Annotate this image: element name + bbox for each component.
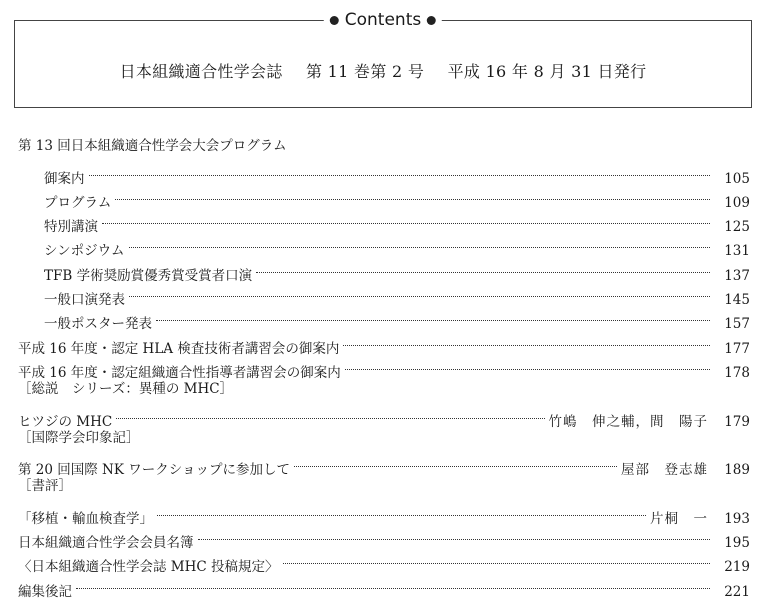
toc-entry-page: 105: [724, 170, 750, 187]
toc-entry-title: ヒツジの MHC: [18, 413, 113, 430]
toc-entry[interactable]: [18, 158, 750, 187]
toc-entry-title: 特別講演: [44, 219, 98, 236]
dot-leader: [156, 304, 710, 328]
toc-entry-author: 屋部 登志雄: [621, 462, 708, 479]
toc-entry-title: ［総説 シリーズ：異種の MHC］: [18, 380, 234, 397]
volume-issue: 第 11 巻第 2 号: [306, 62, 425, 81]
toc-entry-page: 177: [724, 340, 750, 357]
toc-entry[interactable]: [18, 498, 750, 527]
toc-entry-title: TFB 学術奨励賞優秀賞受賞者口演: [44, 267, 253, 284]
toc-entry-title: 一般口演発表: [44, 292, 125, 309]
dot-leader: [283, 547, 710, 571]
dot-leader: [343, 328, 710, 352]
toc-entry-title: 第 13 回日本組織適合性学会大会プログラム: [18, 138, 287, 154]
toc-entry-title: ［国際学会印象記］: [18, 429, 140, 446]
toc-entry-title: 第 20 回国際 NK ワークショップに参加して: [18, 462, 290, 479]
toc-entry-title: 御案内: [44, 170, 85, 187]
toc-entry-page: 178: [724, 364, 750, 381]
toc-entry-page: 193: [724, 510, 750, 527]
toc-entry-title: プログラム: [44, 194, 112, 211]
dot-leader: [198, 523, 711, 547]
toc-entry-author: 竹嶋 伸之輔，間 陽子: [548, 413, 708, 430]
toc-entry-title: 平成 16 年度・認定 HLA 検査技術者講習会の御案内: [18, 340, 340, 357]
toc-entry[interactable]: [18, 231, 750, 260]
dot-leader: [157, 498, 646, 522]
toc-entry[interactable]: [18, 134, 750, 158]
toc-entry-page: 109: [724, 194, 750, 211]
journal-title: [15, 59, 751, 82]
dot-leader: [345, 353, 710, 377]
toc-entry[interactable]: [18, 207, 750, 236]
toc-entry-page: 195: [724, 535, 750, 552]
dot-leader: [76, 571, 710, 595]
toc-entry[interactable]: [18, 183, 750, 211]
toc-entry-title: シンポジウム: [44, 243, 125, 260]
toc-entry-title: ［書評］: [18, 478, 72, 495]
bullet-icon: [330, 16, 339, 25]
contents-heading: [324, 9, 442, 31]
toc-entry-page: 145: [724, 292, 750, 309]
toc-entry-page: 221: [724, 583, 750, 600]
header-box: [14, 10, 752, 108]
dot-leader: [256, 255, 710, 279]
toc-entry[interactable]: [18, 255, 750, 284]
toc-entry[interactable]: [18, 401, 750, 430]
toc-entry-author: 片桐 一: [650, 510, 708, 527]
dot-leader: [89, 158, 711, 182]
toc-entry-page: 131: [724, 243, 750, 260]
dot-leader: [129, 280, 710, 304]
toc-entry[interactable]: [18, 377, 750, 401]
toc-entry-page: 137: [724, 267, 750, 284]
bullet-icon: [427, 16, 436, 25]
dot-leader: [294, 450, 617, 474]
table-of-contents: [18, 134, 750, 600]
toc-entry-title: 編集後記: [18, 583, 72, 600]
dot-leader: [129, 231, 710, 255]
toc-entry-title: 日本組織適合性学会会員名簿: [18, 535, 194, 552]
publication-date: 平成 16 年 8 月 31 日発行: [447, 62, 647, 81]
toc-entry-page: 189: [724, 462, 750, 479]
dot-leader: [102, 207, 710, 231]
dot-leader: [115, 183, 710, 207]
toc-entry[interactable]: [18, 571, 750, 600]
toc-entry[interactable]: [18, 450, 750, 479]
toc-entry-title: 平成 16 年度・認定組織適合性指導者講習会の御案内: [18, 364, 341, 381]
dot-leader: [116, 401, 544, 425]
toc-entry-title: 〈日本組織適合性学会誌 MHC 投稿規定〉: [18, 559, 279, 576]
toc-entry-page: 157: [724, 316, 750, 333]
toc-entry-title: 一般ポスター発表: [44, 316, 152, 333]
journal-name: 日本組織適合性学会誌: [119, 62, 283, 81]
toc-entry-page: 179: [724, 413, 750, 430]
toc-entry-title: 「移植・輸血検査学」: [18, 510, 153, 527]
toc-entry-page: 219: [724, 559, 750, 576]
contents-label: Contents: [344, 10, 422, 30]
toc-entry-page: 125: [724, 219, 750, 236]
toc-entry[interactable]: [18, 304, 750, 333]
